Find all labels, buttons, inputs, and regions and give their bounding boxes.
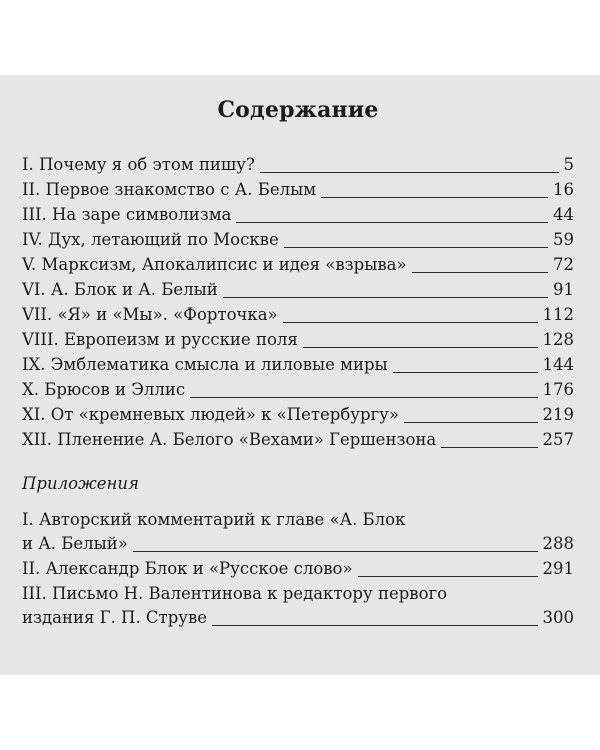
toc-entry (22, 203, 574, 227)
appendix-entry-1-line1: I. Авторский комментарий к главе «А. Блок (22, 510, 406, 529)
toc-entry (22, 353, 574, 377)
toc-entry (22, 303, 574, 327)
toc-entry-title: III. На заре символизма (22, 205, 232, 224)
toc-leader-line (284, 247, 548, 248)
appendix-entry-1 (22, 532, 574, 556)
toc-entry-page: 219 (542, 405, 574, 424)
toc-entry-title: издания Г. П. Струве (22, 608, 208, 627)
toc-entry-title: II. Первое знакомство с А. Белым (22, 180, 317, 199)
toc-leader-line (236, 222, 548, 223)
toc-entry-title: XII. Пленение А. Белого «Вехами» Гершензона (22, 430, 437, 449)
toc-leader-line (412, 272, 548, 273)
toc-entry-page: 291 (542, 559, 574, 578)
toc-entry-title: VI. А. Блок и А. Белый (22, 280, 218, 299)
toc-entry-page: 72 (553, 255, 574, 274)
appendix-entry-3-line1: III. Письмо Н. Валентинова к редактору первого (22, 584, 448, 603)
toc-leader-line (393, 372, 538, 373)
toc-entry (22, 253, 574, 277)
toc-entry-title: II. Александр Блок и «Русское слово» (22, 559, 353, 578)
toc-entry-title: V. Марксизм, Апокалипсис и идея «взрыва» (22, 255, 407, 274)
toc-entry (22, 428, 574, 452)
toc-entry-page: 176 (542, 380, 574, 399)
toc-entry-page: 300 (542, 608, 574, 627)
toc-leader-line (404, 422, 538, 423)
toc-leader-line (358, 576, 538, 577)
toc-entry-page: 5 (563, 155, 574, 174)
toc-entry-title: IX. Эмблематика смысла и лиловые миры (22, 355, 388, 374)
toc-leader-line (283, 322, 538, 323)
toc-entry-page: 257 (542, 430, 574, 449)
toc-entry-title: IV. Дух, летающий по Москве (22, 230, 279, 249)
toc-entry-page: 16 (553, 180, 574, 199)
page-title: Содержание (217, 97, 379, 123)
toc-entry (22, 403, 574, 427)
toc-leader-line (260, 172, 559, 173)
toc-leader-line (441, 447, 537, 448)
toc-leader-line (223, 297, 548, 298)
book-page (0, 75, 600, 675)
toc-entry (22, 228, 574, 252)
toc-entry-title: VIII. Европеизм и русские поля (22, 330, 298, 349)
appendix-entry-3 (22, 606, 574, 630)
toc-entry-title: I. Почему я об этом пишу? (22, 155, 255, 174)
appendix-heading: Приложения (22, 474, 139, 493)
toc-leader-line (321, 197, 548, 198)
toc-entry-page: 112 (542, 305, 574, 324)
toc-entry (22, 153, 574, 177)
toc-leader-line (212, 625, 537, 626)
toc-entry-title: VII. «Я» и «Мы». «Форточка» (22, 305, 278, 324)
appendix-entry-2 (22, 557, 574, 581)
toc-entry-title: и А. Белый» (22, 534, 128, 553)
toc-entry (22, 178, 574, 202)
toc-entry-title: X. Брюсов и Эллис (22, 380, 186, 399)
toc-leader-line (133, 551, 538, 552)
toc-entry-title: XI. От «кремневых людей» к «Петербургу» (22, 405, 399, 424)
toc-entry-page: 59 (553, 230, 574, 249)
toc-leader-line (303, 347, 538, 348)
toc-entry-page: 288 (542, 534, 574, 553)
toc-entry-page: 91 (553, 280, 574, 299)
toc-entry-page: 144 (542, 355, 574, 374)
toc-entry (22, 328, 574, 352)
toc-entry (22, 378, 574, 402)
toc-entry-page: 128 (542, 330, 574, 349)
toc-entry (22, 278, 574, 302)
toc-leader-line (190, 397, 537, 398)
toc-entry-page: 44 (553, 205, 574, 224)
